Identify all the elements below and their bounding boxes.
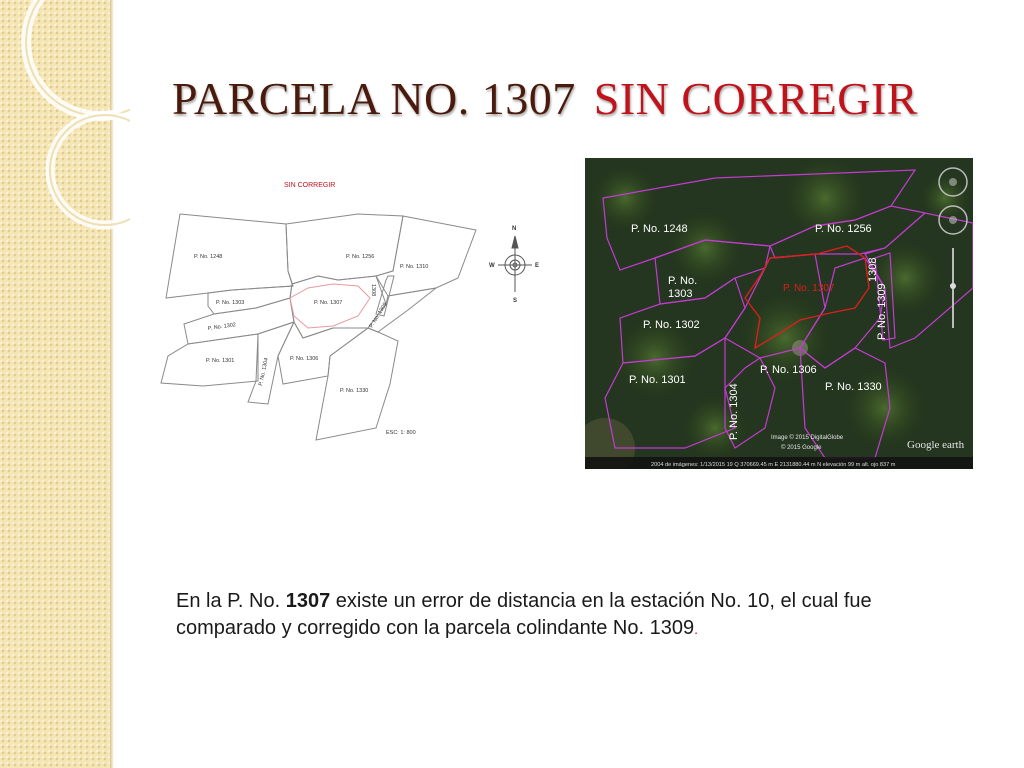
- attribution-digitalglobe: Image © 2015 DigitalGlobe: [771, 435, 844, 441]
- parcel-label-1330: P. No. 1330: [340, 388, 369, 394]
- sat-label-1330: P. No. 1330: [825, 381, 882, 393]
- sat-label-1248: P. No. 1248: [631, 223, 688, 235]
- parcel-label-1301: P. No. 1301: [206, 358, 235, 364]
- body-text-start: En la P. No.: [176, 590, 286, 612]
- slide-body-text: [176, 588, 926, 643]
- parcel-label-1302: P. No. 1302: [207, 322, 237, 332]
- parcel-label-1307: P. No. 1307: [314, 300, 343, 306]
- sat-label-1306: P. No. 1306: [760, 364, 817, 376]
- body-text-parcel: 1307: [285, 590, 331, 612]
- body-text-rest: existe un error de distancia en la estación No. 10, el cual fue comparado y corregido con la parcela colindante No. 1309: [176, 590, 872, 639]
- slide-title: [172, 72, 918, 125]
- sat-label-1309: P. No. 1309: [876, 283, 888, 340]
- sat-label-1302: P. No. 1302: [643, 319, 700, 331]
- attribution-google: © 2015 Google: [781, 445, 822, 451]
- sat-label-1303-line2: 1303: [668, 288, 693, 300]
- compass-w: W: [489, 263, 495, 269]
- decorative-rings: [0, 0, 130, 330]
- sat-label-1304: P. No. 1304: [728, 383, 740, 440]
- parcel-label-1256: P. No. 1256: [346, 254, 375, 260]
- parcel-1307-highlight: [290, 284, 370, 328]
- parcel-label-1303: P. No. 1303: [216, 300, 245, 306]
- compass-s: S: [513, 298, 518, 304]
- sat-label-1256: P. No. 1256: [815, 223, 872, 235]
- cadastral-map: [158, 176, 578, 446]
- map-scale: ESC: 1: 800: [386, 430, 416, 436]
- title-parcel-number: PARCELA NO. 1307: [172, 73, 576, 124]
- compass-n: N: [512, 226, 517, 232]
- parcel-label-1308: 1308: [370, 284, 376, 297]
- parcel-label-1306: P. No. 1306: [290, 356, 319, 362]
- parcel-label-1248: P. No. 1248: [194, 254, 223, 260]
- sat-label-1308: 1308: [867, 257, 879, 282]
- google-earth-logo: Google earth: [907, 439, 965, 451]
- sat-label-1303-line1: P. No.: [668, 275, 698, 287]
- satellite-map: [585, 158, 973, 469]
- sat-label-1307: P. No. 1307: [783, 283, 835, 294]
- compass-e: E: [535, 263, 540, 269]
- status-bar-text: 2004 de imágenes: 1/13/2015 19 Q 370669.45 m E 2131880.44 m N elevación 99 m alt. ojo 837 m: [651, 462, 896, 468]
- compass-rose-icon: [498, 236, 532, 292]
- sat-label-1301: P. No. 1301: [629, 374, 686, 386]
- parcel-label-1309: P. No. 1309: [368, 301, 389, 330]
- parcel-label-1310: P. No. 1310: [400, 264, 429, 270]
- title-status: SIN CORREGIR: [593, 73, 918, 124]
- map-header: SIN CORREGIR: [284, 182, 336, 189]
- parcel-label-1304: P. No. 1304: [258, 357, 270, 387]
- body-text-period: .: [694, 621, 698, 637]
